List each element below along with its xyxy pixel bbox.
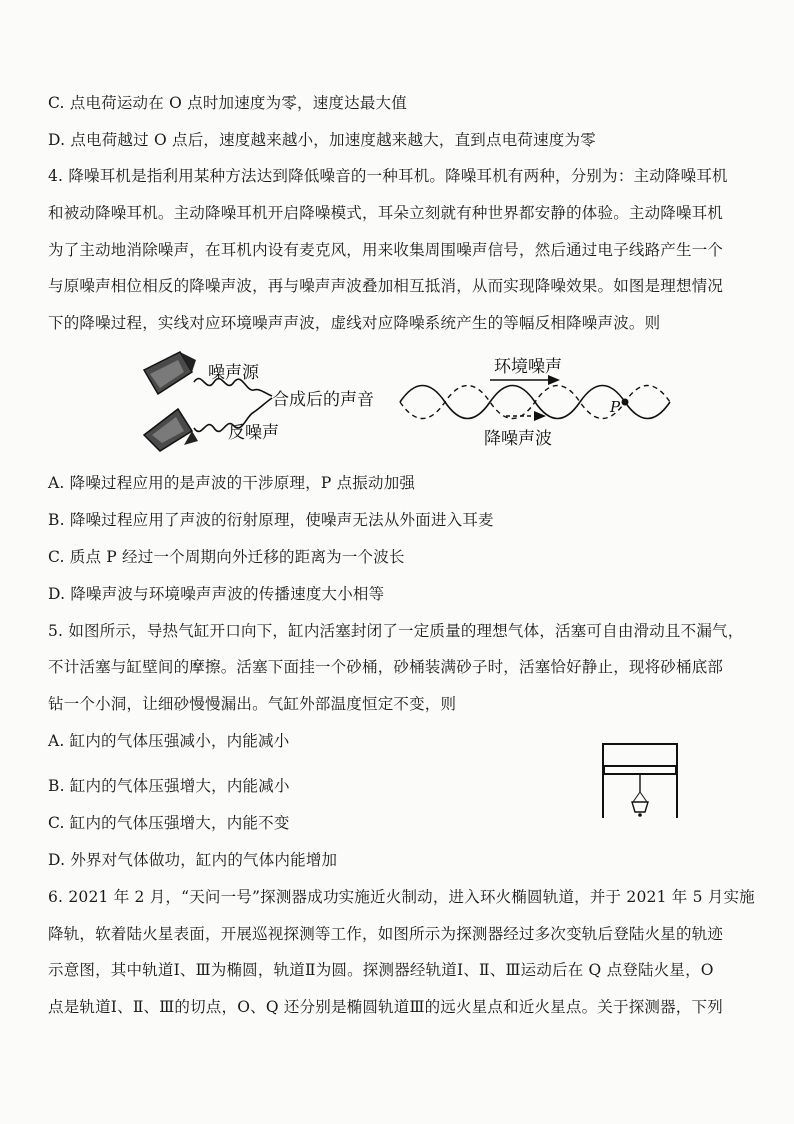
q4-option-a: A. 降噪过程应用的是声波的干涉原理，P 点振动加强 <box>48 474 416 492</box>
q6-stem-line4: 点是轨道Ⅰ、Ⅱ、Ⅲ的切点，O、Q 还分别是椭圆轨道Ⅲ的远火星点和近火星点。关于探测器，下列 <box>48 998 723 1016</box>
q5-option-c: C. 缸内的气体压强增大，内能不变 <box>48 814 290 832</box>
q5-option-a: A. 缸内的气体压强减小，内能减小 <box>48 732 290 750</box>
anti-noise-label: 反噪声 <box>228 423 279 443</box>
noise-source-label: 噪声源 <box>208 363 259 383</box>
q4-option-d: D. 降噪声波与环境噪声声波的传播速度大小相等 <box>48 585 385 603</box>
q6-stem-line3: 示意图，其中轨道Ⅰ、Ⅲ为椭圆，轨道Ⅱ为圆。探测器经轨道Ⅰ、Ⅱ、Ⅲ运动后在 Q 点登陆火星，O <box>48 961 714 979</box>
q6-stem-line1: 6. 2021 年 2 月，“天问一号”探测器成功实施近火制动，进入环火椭圆轨道，并于 2021 年 5 月实施 <box>48 888 755 906</box>
q4-stem-line1: 4. 降噪耳机是指利用某种方法达到降低噪音的一种耳机。降噪耳机有两种，分别为：主动降噪耳机 <box>48 167 728 185</box>
point-p-label: P <box>610 398 621 416</box>
cancel-wave-label: 降噪声波 <box>484 429 552 449</box>
q4-stem-line3: 为了主动地消除噪声，在耳机内设有麦克风，用来收集周围噪声信号，然后通过电子线路产生一个 <box>48 241 724 259</box>
q4-stem-line5: 下的降噪过程，实线对应环境噪声声波，虚线对应降噪系统产生的等幅反相降噪声波。则 <box>48 314 661 332</box>
q3-option-d: D. 点电荷越过 O 点后，速度越来越小，加速度越来越大，直到点电荷速度为零 <box>48 131 596 149</box>
cylinder-figure <box>600 744 680 820</box>
q3-option-c: C. 点电荷运动在 O 点时加速度为零，速度达最大值 <box>48 94 407 112</box>
combined-sound-label: 合成后的声音 <box>272 390 374 410</box>
q6-stem-line2: 降轨，软着陆火星表面，开展巡视探测等工作，如图所示为探测器经过多次变轨后登陆火星的轨迹 <box>48 925 724 943</box>
q5-option-d: D. 外界对气体做功，缸内的气体内能增加 <box>48 851 338 869</box>
q4-stem-line2: 和被动降噪耳机。主动降噪耳机开启降噪模式，耳朵立刻就有种世界都安静的体验。主动降噪耳机 <box>48 204 724 222</box>
q4-option-c: C. 质点 P 经过一个周期向外迁移的距离为一个波长 <box>48 548 405 566</box>
q4-option-b: B. 降噪过程应用了声波的衍射原理，使噪声无法从外面进入耳麦 <box>48 511 494 529</box>
q5-stem-line2: 不计活塞与缸壁间的摩擦。活塞下面挂一个砂桶，砂桶装满砂子时，活塞恰好静止，现将砂桶底部 <box>48 658 724 676</box>
q5-stem-line1: 5. 如图所示，导热气缸开口向下，缸内活塞封闭了一定质量的理想气体，活塞可自由滑动且不漏气， <box>48 622 744 640</box>
cancel-arrow-icon <box>506 410 546 422</box>
q4-stem-line4: 与原噪声相位相反的降噪声波，再与噪声声波叠加相互抵消，从而实现降噪效果。如图是理想情况 <box>48 277 724 295</box>
q5-option-b: B. 缸内的气体压强增大，内能减小 <box>48 777 290 795</box>
env-noise-label: 环境噪声 <box>494 357 562 377</box>
q5-stem-line3: 钻一个小洞，让细砂慢慢漏出。气缸外部温度恒定不变，则 <box>48 695 457 713</box>
